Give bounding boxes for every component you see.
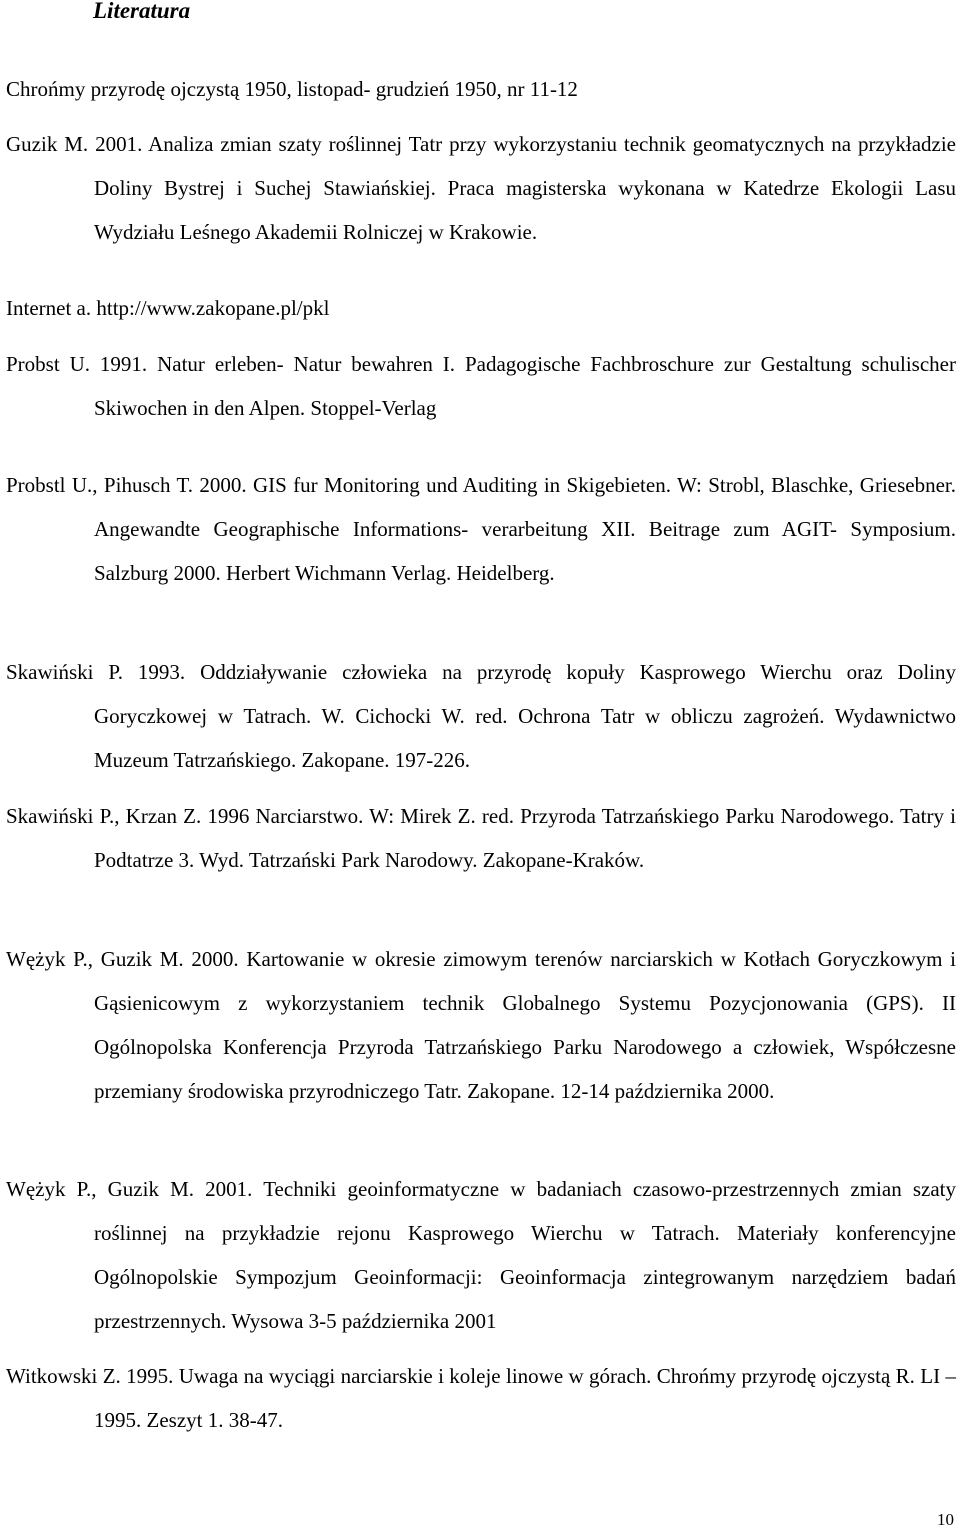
- reference-text: Witkowski Z. 1995. Uwaga na wyciągi narciarskie i koleje linowe w górach. Chrońmy przyrodę ojczystą R. LI – 1995. Zeszyt 1. 38-47.: [6, 1364, 956, 1432]
- reference-item: [6, 1354, 956, 1442]
- reference-item: [6, 122, 956, 254]
- page-number: 10: [937, 1510, 954, 1529]
- reference-item: [6, 342, 956, 430]
- reference-item: [6, 286, 956, 330]
- section-heading: Literatura: [93, 0, 191, 23]
- reference-text: Guzik M. 2001. Analiza zmian szaty roślinnej Tatr przy wykorzystaniu technik geomatycznych na przykładzie Doliny Bystrej i Suchej Stawiańskiej. Praca magisterska wykonana w Katedrze Ekologii Lasu Wydziału Leśnego Akademii Rolniczej w Krakowie.: [6, 132, 956, 244]
- reference-text: Wężyk P., Guzik M. 2001. Techniki geoinformatyczne w badaniach czasowo-przestrzennych zmian szaty roślinnej na przykładzie rejonu Kasprowego Wierchu w Tatrach. Materiały konferencyjne Ogólnopolskie Sympozjum Geoinformacji: Geoinformacja zintegrowanym narzędziem badań przestrzennych. Wysowa 3-5 października 2001: [6, 1177, 956, 1333]
- reference-item: [6, 937, 956, 1113]
- reference-item: [6, 1167, 956, 1343]
- reference-item: [6, 67, 956, 111]
- reference-text: Skawiński P. 1993. Oddziaływanie człowieka na przyrodę kopuły Kasprowego Wierchu oraz Doliny Goryczkowej w Tatrach. W. Cichocki W. red. Ochrona Tatr w obliczu zagrożeń. Wydawnictwo Muzeum Tatrzańskiego. Zakopane. 197-226.: [6, 660, 956, 772]
- reference-item: [6, 463, 956, 595]
- reference-item: [6, 650, 956, 782]
- reference-text: Chrońmy przyrodę ojczystą 1950, listopad- grudzień 1950, nr 11-12: [6, 77, 578, 101]
- reference-text: Wężyk P., Guzik M. 2000. Kartowanie w okresie zimowym terenów narciarskich w Kotłach Goryczkowym i Gąsienicowym z wykorzystaniem technik Globalnego Systemu Pozycjonowania (GPS). II Ogólnopolska Konferencja Przyroda Tatrzańskiego Parku Narodowego a człowiek, Współczesne przemiany środowiska przyrodniczego Tatr. Zakopane. 12-14 października 2000.: [6, 947, 956, 1103]
- reference-text: Internet a. http://www.zakopane.pl/pkl: [6, 296, 330, 320]
- reference-text: Probst U. 1991. Natur erleben- Natur bewahren I. Padagogische Fachbroschure zur Gestaltung schulischer Skiwochen in den Alpen. Stoppel-Verlag: [6, 352, 956, 420]
- reference-text: Skawiński P., Krzan Z. 1996 Narciarstwo. W: Mirek Z. red. Przyroda Tatrzańskiego Parku Narodowego. Tatry i Podtatrze 3. Wyd. Tatrzański Park Narodowy. Zakopane-Kraków.: [6, 804, 956, 872]
- reference-item: [6, 794, 956, 882]
- reference-text: Probstl U., Pihusch T. 2000. GIS fur Monitoring und Auditing in Skigebieten. W: Strobl, Blaschke, Griesebner. Angewandte Geographische Informations- verarbeitung XII. Beitrage zum AGIT- Symposium. Salzburg 2000. Herbert Wichmann Verlag. Heidelberg.: [6, 473, 956, 585]
